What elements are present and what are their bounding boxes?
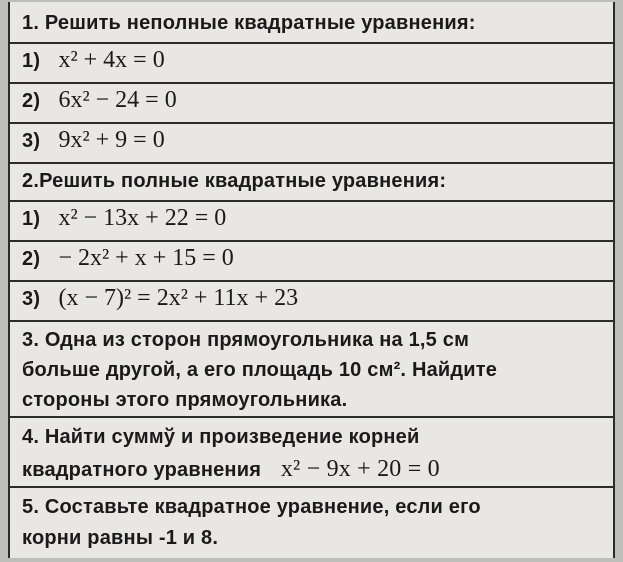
equation: x² − 9x + 20 = 0 — [280, 456, 440, 482]
item-number: 2) — [22, 90, 41, 112]
task4-line-2: квадратного уравнения x² − 9x + 20 = 0 — [22, 456, 440, 482]
task1-item-2 — [10, 84, 613, 124]
equation: x² − 13x + 22 = 0 — [58, 205, 227, 231]
worksheet — [8, 2, 615, 558]
task4-line-1: 4. Найти суммў и произведение корней — [22, 426, 420, 448]
task3-line-3: стороны этого прямоугольника. — [22, 389, 348, 411]
task5 — [10, 488, 613, 558]
task1-item-1 — [10, 44, 613, 84]
task3-line-1: 3. Одна из сторон прямоугольника на 1,5 см — [22, 329, 470, 351]
task1-item-3 — [10, 124, 613, 164]
task1-title: 1. Решить неполные квадратные уравнения: — [10, 2, 613, 44]
equation: (x − 7)² = 2x² + 11x + 23 — [58, 285, 299, 311]
item-number: 1) — [22, 208, 41, 230]
task5-line-2: корни равны -1 и 8. — [22, 527, 219, 549]
equation: 9x² + 9 = 0 — [58, 127, 165, 153]
item-number: 1) — [22, 50, 41, 72]
task3-line-2: больше другой, а его площадь 10 см². Найдите — [22, 359, 498, 381]
task2-title: 2.Решить полные квадратные уравнения: — [10, 164, 613, 202]
item-number: 3) — [22, 130, 41, 152]
item-number: 2) — [22, 248, 41, 270]
equation: 6x² − 24 = 0 — [58, 87, 177, 113]
equation: − 2x² + x + 15 = 0 — [58, 245, 234, 271]
task2-item-3 — [10, 282, 613, 322]
task4 — [10, 418, 613, 488]
item-number: 3) — [22, 288, 41, 310]
task2-item-2 — [10, 242, 613, 282]
task3 — [10, 322, 613, 418]
task5-line-1: 5. Составьте квадратное уравнение, если его — [22, 496, 481, 518]
equation: x² + 4x = 0 — [58, 47, 165, 73]
task2-item-1 — [10, 202, 613, 242]
